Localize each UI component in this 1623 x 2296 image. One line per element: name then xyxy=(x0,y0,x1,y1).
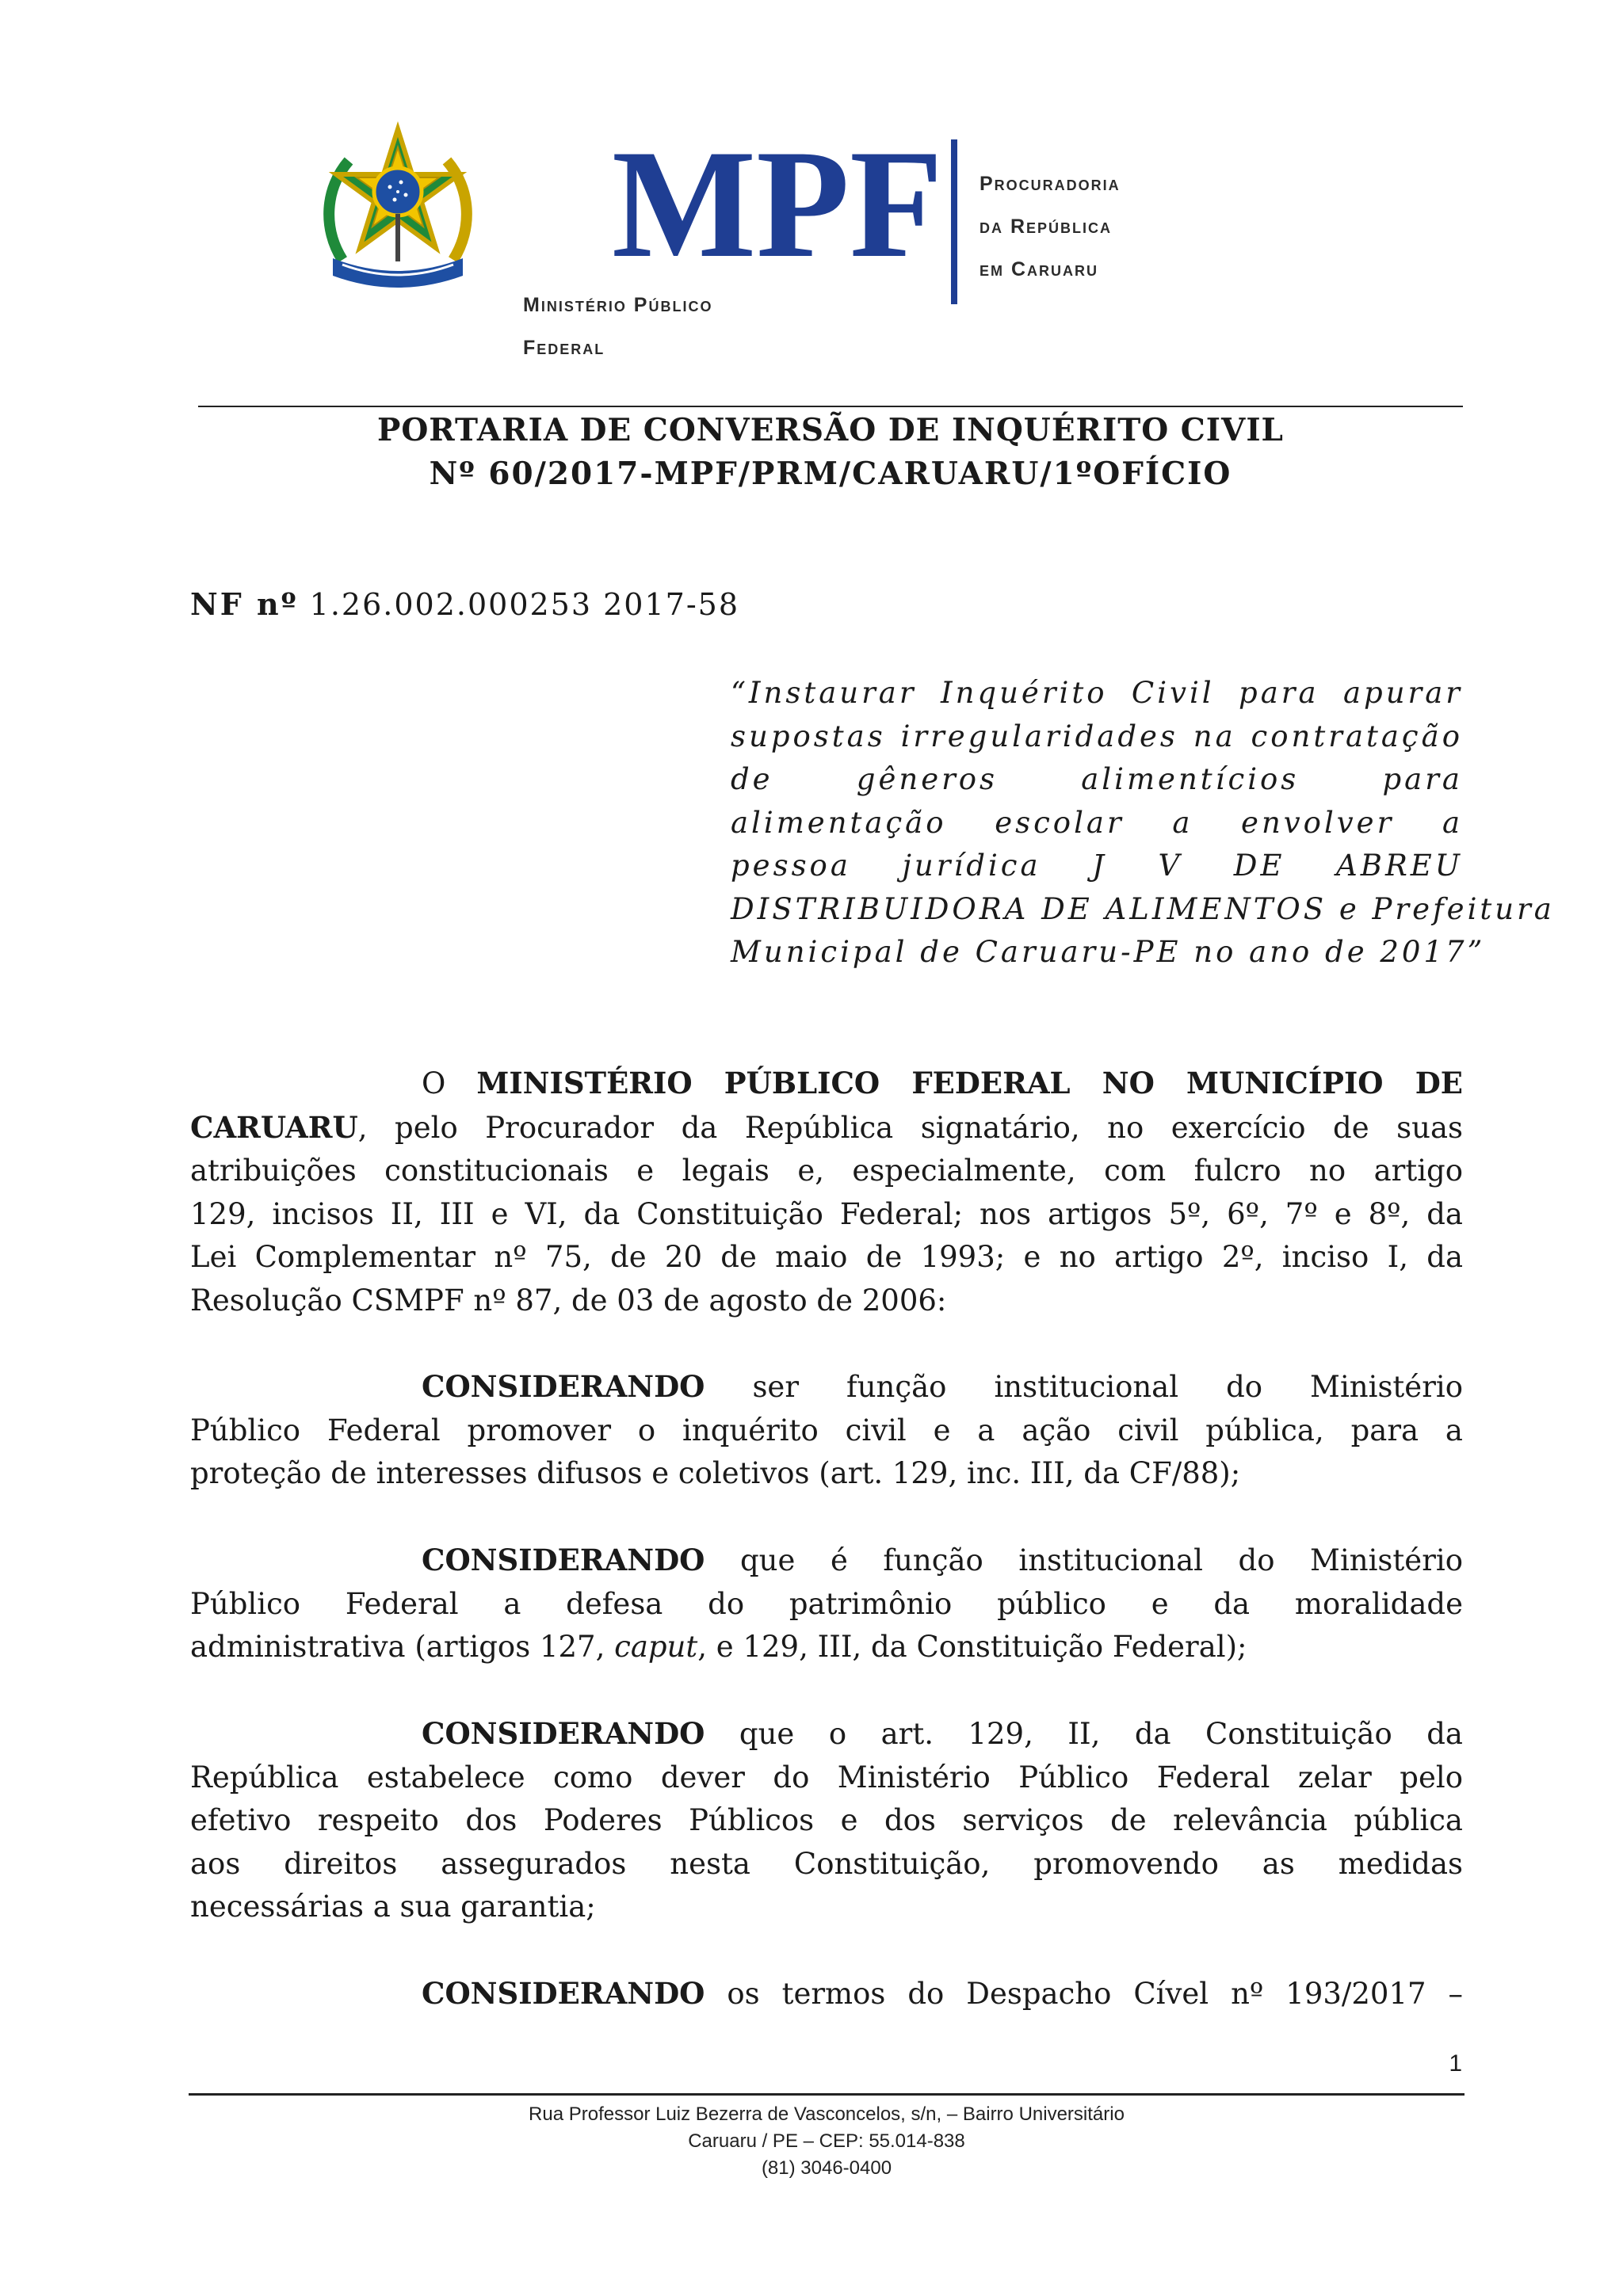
svg-text:MPF: MPF xyxy=(612,118,943,290)
nf-reference xyxy=(190,586,739,622)
paragraph-line: aos direitos assegurados nesta Constituição, promovendo as medidas xyxy=(190,1846,1463,1881)
organization-name xyxy=(523,284,888,369)
bold-span: MINISTÉRIO PÚBLICO FEDERAL NO MUNICÍPIO DE xyxy=(476,1066,1463,1100)
bold-span: CONSIDERANDO xyxy=(422,1716,705,1751)
footer-divider xyxy=(189,2093,1465,2096)
paragraph-considerando-2 xyxy=(190,1539,1463,1669)
address-line: Rua Professor Luiz Bezerra de Vasconcelos, s/n, – Bairro Universitário xyxy=(529,2103,1125,2125)
paragraph-considerando-4 xyxy=(190,1972,1463,2016)
nf-number: 1.26.002.000253 2017-58 xyxy=(309,587,740,622)
mpf-logo xyxy=(612,118,945,290)
footer-address xyxy=(189,2101,1465,2182)
paragraph-line: Público Federal a defesa do patrimônio público e da moralidade xyxy=(190,1586,1463,1621)
text-span: administrativa (artigos 127, xyxy=(190,1630,615,1664)
paragraph-line: República estabelece como dever do Ministério Público Federal zelar pelo xyxy=(190,1760,1463,1794)
paragraph-line xyxy=(190,1539,1463,1583)
paragraph-line: Resolução CSMPF nº 87, de 03 de agosto de 2006: xyxy=(190,1283,947,1318)
logo-divider xyxy=(951,139,957,304)
text-span: O xyxy=(422,1066,477,1100)
paragraph-line xyxy=(190,1712,1463,1756)
org-line: Federal xyxy=(523,337,605,359)
paragraph-line xyxy=(190,1972,1463,2016)
unit-line: em Caruaru xyxy=(980,258,1098,280)
paragraph-line: proteção de interesses difusos e coletivos (art. 129, inc. III, da CF/88); xyxy=(190,1456,1241,1490)
paragraph-line xyxy=(190,1365,1463,1409)
paragraph-line: Público Federal promover o inquérito civil e a ação civil pública, para a xyxy=(190,1413,1463,1447)
unit-line: Procuradoria xyxy=(980,173,1121,195)
text-span: que o art. 129, II, da Constituição da xyxy=(705,1717,1463,1751)
text-span: , e 129, III, da Constituição Federal); xyxy=(697,1630,1247,1664)
address-line: Caruaru / PE – CEP: 55.014-838 xyxy=(688,2130,965,2152)
document-title: PORTARIA DE CONVERSÃO DE INQUÉRITO CIVIL xyxy=(377,412,1284,448)
paragraph-considerando-1 xyxy=(190,1365,1463,1496)
italic-span: caput xyxy=(614,1630,698,1664)
text-span: ser função institucional do Ministério xyxy=(705,1370,1463,1404)
text-span: , pelo Procurador da República signatário, no exercício de suas xyxy=(357,1110,1463,1145)
coat-of-arms-icon xyxy=(319,125,477,292)
unit-name xyxy=(980,162,1265,291)
ementa-line: pessoa jurídica J V DE ABREU xyxy=(731,849,1463,883)
paragraph-line: atribuições constitucionais e legais e, especialmente, com fulcro no artigo xyxy=(190,1154,1463,1188)
phone-line: (81) 3046-0400 xyxy=(761,2157,892,2179)
text-span: que é função institucional do Ministério xyxy=(705,1543,1463,1577)
ementa-line: “Instaurar Inquérito Civil para apurar xyxy=(731,676,1463,710)
text-span: os termos do Despacho Cível nº 193/2017 – xyxy=(705,1977,1463,2011)
paragraph-line: efetivo respeito dos Poderes Públicos e dos serviços de relevância pública xyxy=(190,1803,1463,1837)
unit-line: da República xyxy=(980,215,1113,238)
ementa-line: alimentação escolar a envolver a xyxy=(731,805,1463,840)
ementa-line: supostas irregularidades na contratação xyxy=(731,719,1463,753)
bold-span: CONSIDERANDO xyxy=(422,1543,705,1577)
paragraph-line: necessárias a sua garantia; xyxy=(190,1890,596,1924)
ementa-line: Municipal de Caruaru-PE no ano de 2017” xyxy=(731,935,1486,969)
paragraph-considerando-3 xyxy=(190,1712,1463,1929)
paragraph-preamble xyxy=(190,1062,1463,1322)
bold-span: CONSIDERANDO xyxy=(422,1976,705,2011)
bold-span: CONSIDERANDO xyxy=(422,1369,705,1404)
nf-label: NF nº xyxy=(190,586,299,622)
paragraph-line: Lei Complementar nº 75, de 20 de maio de 1993; e no artigo 2º, inciso I, da xyxy=(190,1240,1463,1274)
org-line: Ministério Público xyxy=(523,294,713,316)
paragraph-line xyxy=(190,1062,1463,1106)
ementa-line: de gêneros alimentícios para xyxy=(731,762,1463,796)
ementa-line: DISTRIBUIDORA DE ALIMENTOS e Prefeitura xyxy=(731,891,1555,926)
bold-span: CARUARU xyxy=(190,1109,358,1145)
page-number: 1 xyxy=(1449,2050,1462,2077)
header-divider xyxy=(198,406,1463,407)
ementa xyxy=(731,672,1555,974)
paragraph-line xyxy=(190,1626,1463,1669)
paragraph-line xyxy=(190,1106,1463,1150)
document-number: Nº 60/2017-MPF/PRM/CARUARU/1ºOFÍCIO xyxy=(429,456,1232,492)
paragraph-line: 129, incisos II, III e VI, da Constituição Federal; nos artigos 5º, 6º, 7º e 8º, da xyxy=(190,1196,1463,1231)
